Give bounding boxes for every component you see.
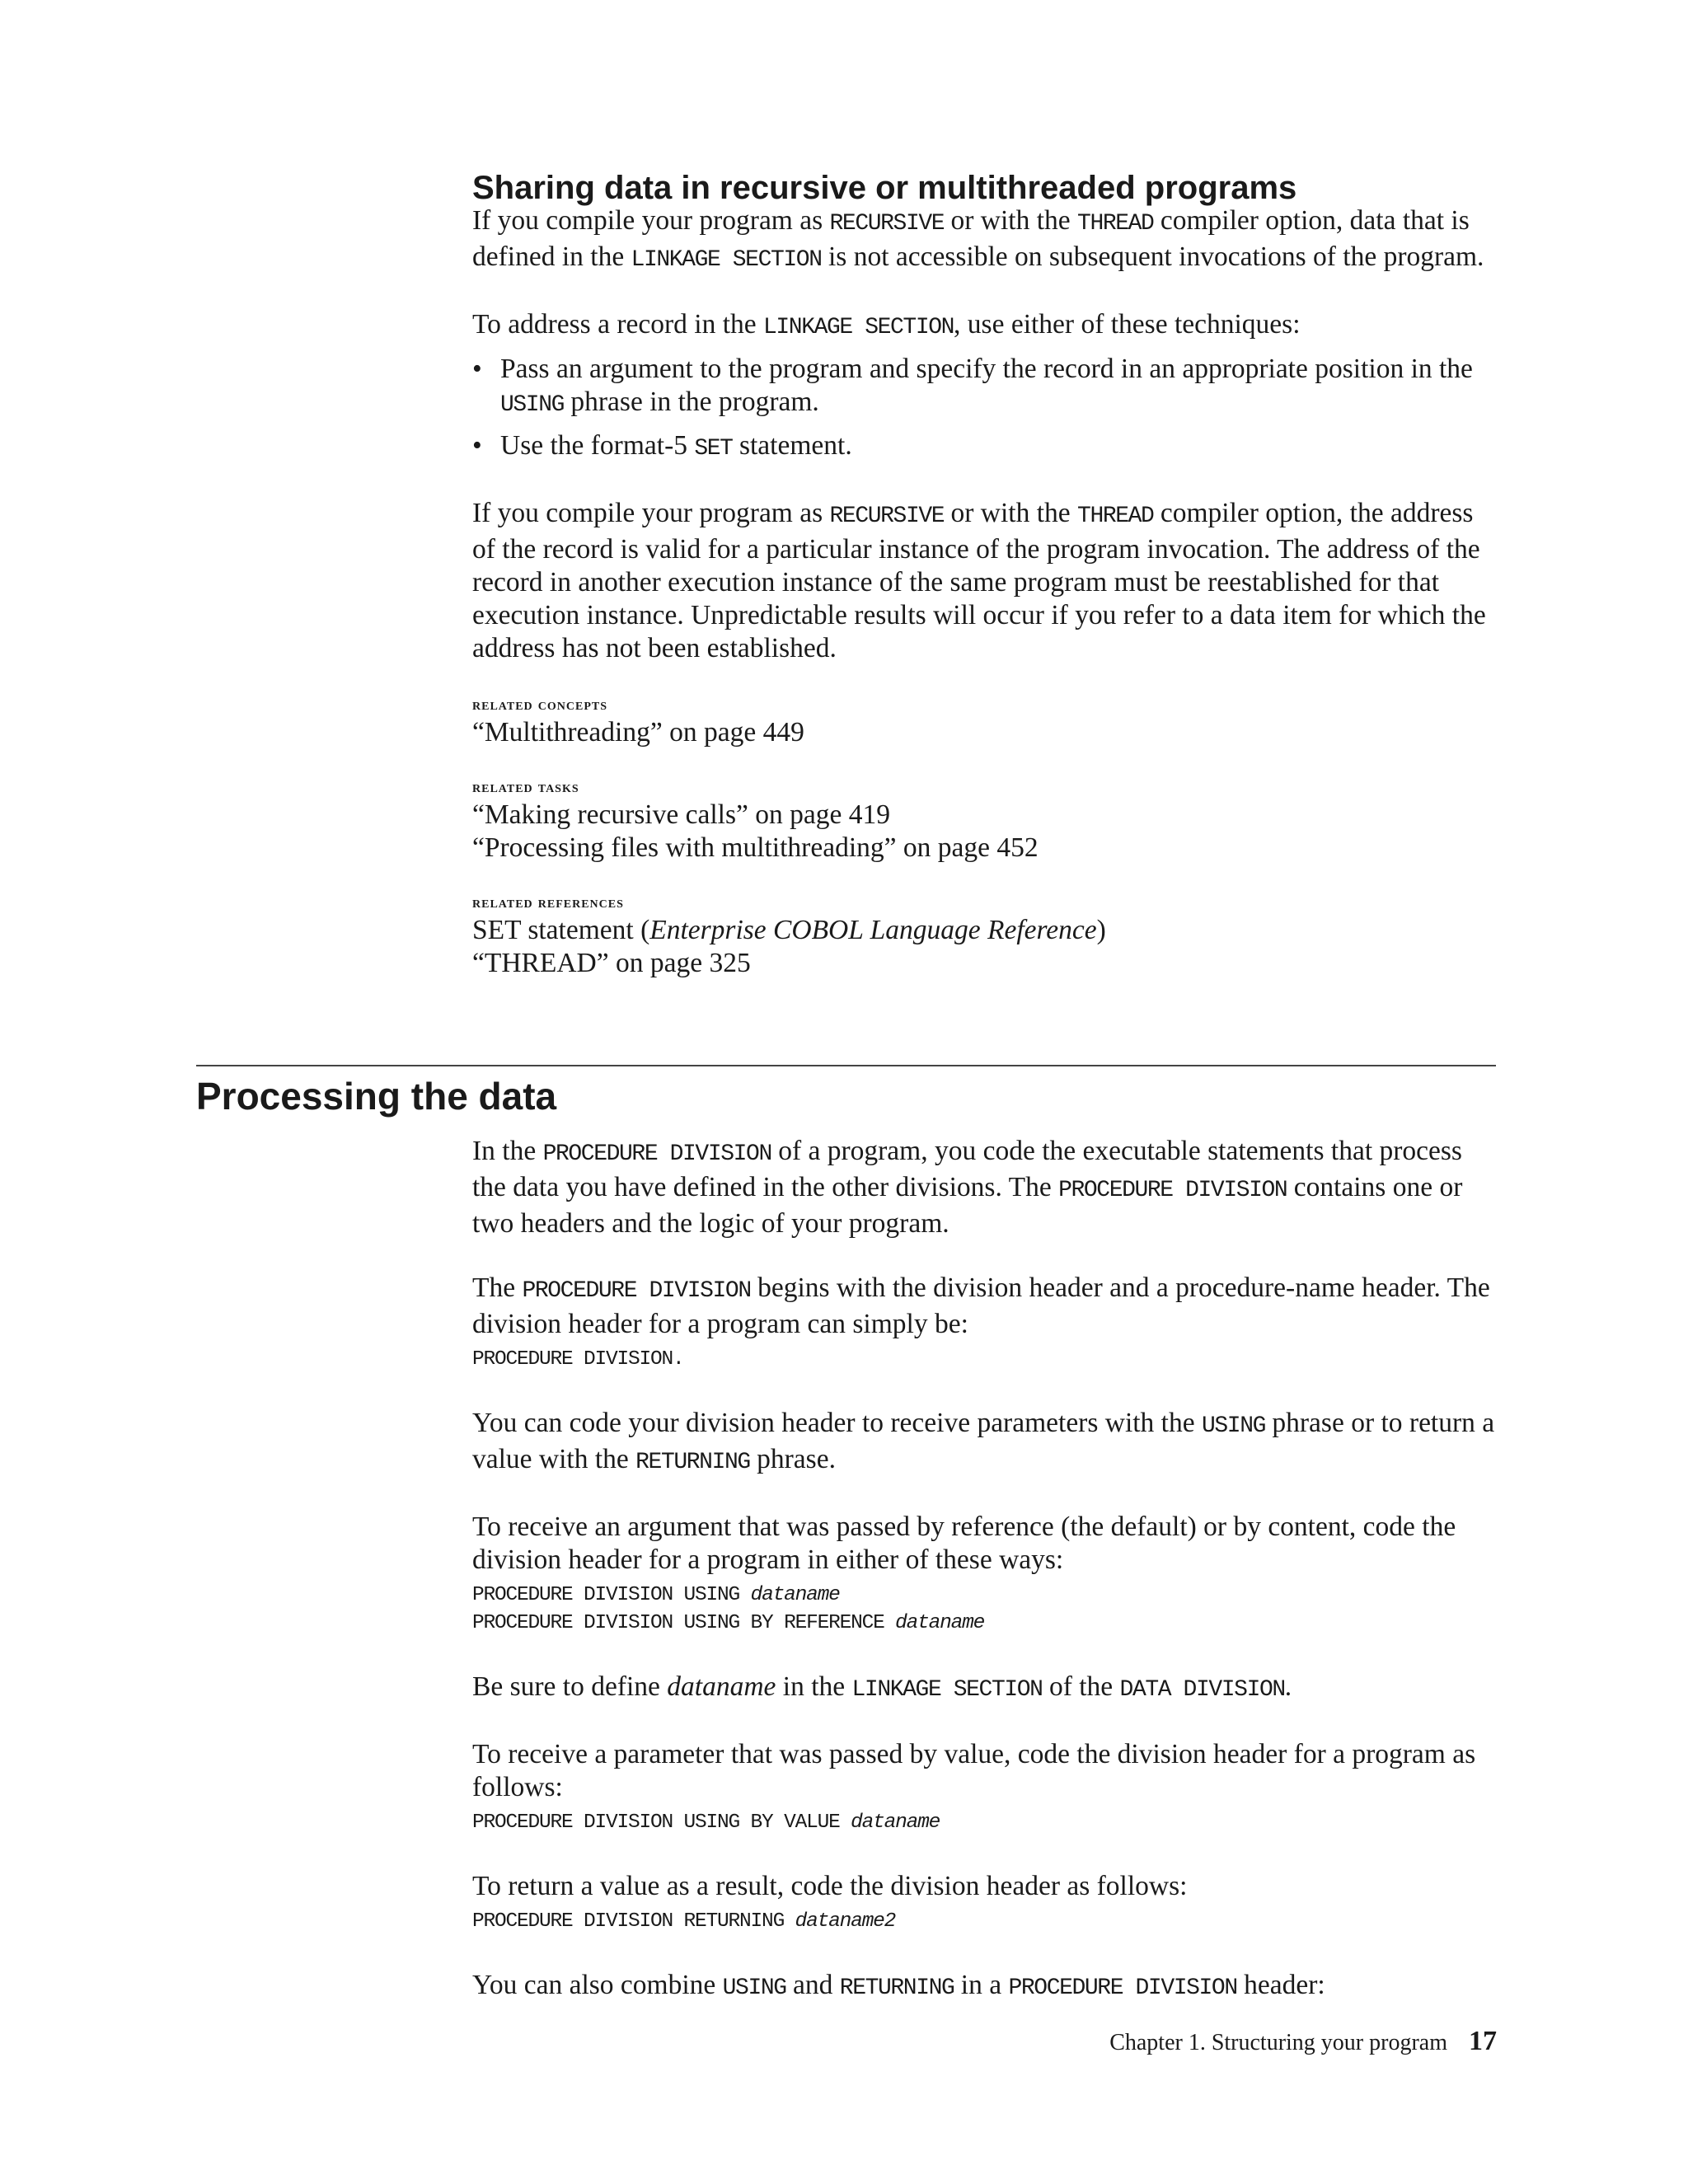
code-line: PROCEDURE DIVISION USING BY REFERENCE dataname: [472, 1612, 985, 1634]
page-number: 17: [1469, 2026, 1497, 2056]
paragraph-receive-argument: To receive an argument that was passed by reference (the default) or by content, code the division header for a program in either of these ways:: [472, 1511, 1456, 1575]
content-upper: [472, 204, 1503, 980]
techniques-list: [472, 353, 1503, 466]
code-line: PROCEDURE DIVISION USING dataname: [472, 1584, 840, 1606]
related-tasks: [472, 776, 1503, 865]
related-references-label: related references: [472, 893, 624, 912]
paragraph-define-dataname: Be sure to define dataname in the LINKAGE SECTION of the DATA DIVISION.: [472, 1671, 1292, 1703]
code-procedure-division: PROCEDURE DIVISION.: [472, 1348, 684, 1371]
link-processing-files[interactable]: “Processing files with multithreading” on page 452: [472, 832, 1039, 863]
paragraph-address-validity: If you compile your program as RECURSIVE or with the THREAD compiler option, the address of the record is valid for a particular instance of the program invocation. The address of the record in another execution instance of the same program must be reestablished for that execution instance. Unpredictable results will occur if you refer to a data item for which the address has not been established.: [472, 498, 1486, 663]
link-recursive-calls[interactable]: “Making recursive calls” on page 419: [472, 799, 890, 830]
related-concepts: [472, 693, 1503, 749]
paragraph-division-header: The PROCEDURE DIVISION begins with the division header and a procedure-name header. The division header for a program can simply be:: [472, 1272, 1490, 1339]
related-tasks-label: related tasks: [472, 778, 579, 796]
section-divider: [196, 1065, 1496, 1066]
link-thread[interactable]: “THREAD” on page 325: [472, 948, 751, 978]
content-lower: [472, 1135, 1503, 2005]
paragraph-recursive-data: If you compile your program as RECURSIVE or with the THREAD compiler option, data that is defined in the LINKAGE SECTION is not accessible on subsequent invocations of the program.: [472, 205, 1484, 273]
related-references: [472, 891, 1503, 980]
paragraph-combine: You can also combine USING and RETURNING in a PROCEDURE DIVISION header:: [472, 1970, 1325, 2001]
code-returning: PROCEDURE DIVISION RETURNING dataname2: [472, 1910, 896, 1933]
paragraph-address-record: To address a record in the LINKAGE SECTION, use either of these techniques:: [472, 309, 1301, 340]
code-using-examples: [472, 1582, 1503, 1638]
paragraph-using-returning: You can code your division header to receive parameters with the USING phrase or to return a value with the RETURNING phrase.: [472, 1408, 1495, 1475]
major-heading: Processing the data: [196, 1075, 557, 1118]
link-multithreading[interactable]: “Multithreading” on page 449: [472, 717, 804, 748]
paragraph-return-value: To return a value as a result, code the division header as follows:: [472, 1871, 1188, 1901]
list-item: • Pass an argument to the program and specify the record in an appropriate position in the USING phrase in the program.: [472, 353, 1503, 422]
page-footer: [1109, 2026, 1497, 2057]
paragraph-by-value: To receive a parameter that was passed by value, code the division header for a program as follows:: [472, 1739, 1476, 1802]
code-by-value: PROCEDURE DIVISION USING BY VALUE dataname: [472, 1811, 940, 1834]
section-heading: Sharing data in recursive or multithreaded programs: [472, 170, 1297, 206]
list-item: • Use the format-5 SET statement.: [472, 429, 1503, 466]
link-set-statement[interactable]: SET statement (Enterprise COBOL Language Reference): [472, 915, 1106, 945]
paragraph-procedure-division: In the PROCEDURE DIVISION of a program, you code the executable statements that process the data you have defined in the other divisions. The PROCEDURE DIVISION contains one or two headers and the logic of your program.: [472, 1136, 1463, 1239]
footer-chapter: Chapter 1. Structuring your program: [1109, 2030, 1447, 2055]
related-concepts-label: related concepts: [472, 696, 608, 714]
